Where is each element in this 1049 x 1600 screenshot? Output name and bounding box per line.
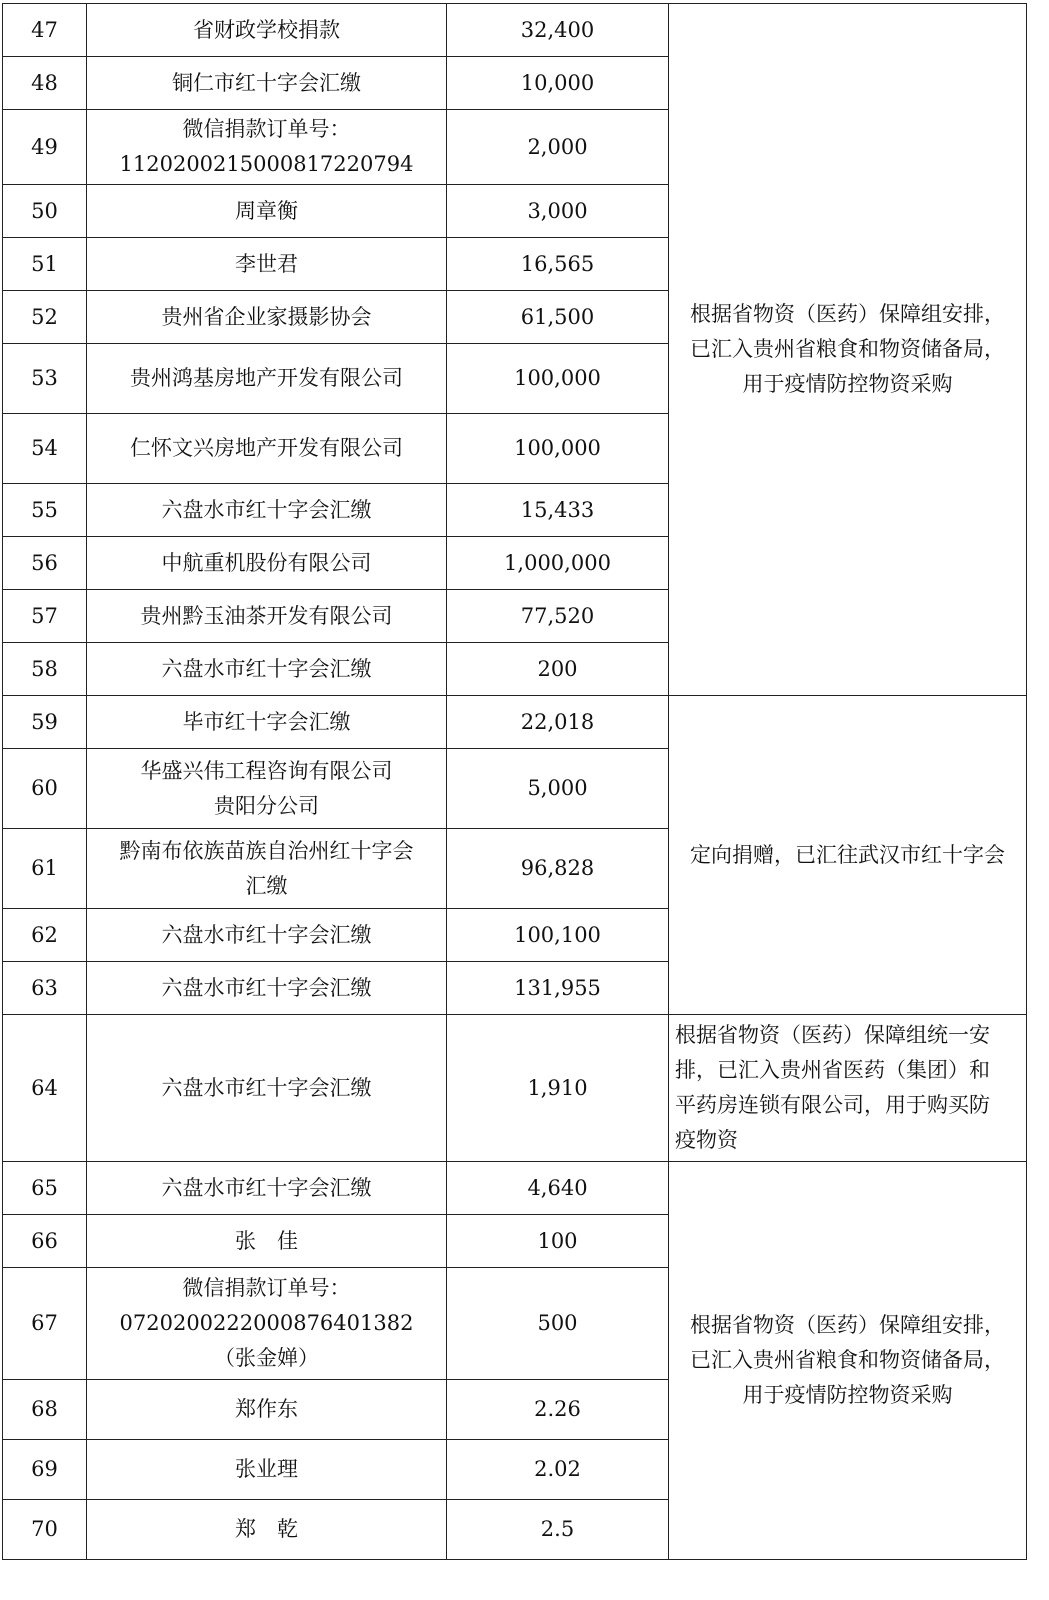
fund-usage-note-line: 根据省物资（医药）保障组安排， xyxy=(690,302,1005,326)
table-row xyxy=(3,4,1027,57)
donor-name xyxy=(87,829,447,909)
donor-name-line: 汇缴 xyxy=(245,873,288,898)
donor-name xyxy=(87,4,447,57)
donation-amount: 4,640 xyxy=(447,1162,669,1215)
donation-amount: 3,000 xyxy=(447,185,669,238)
donor-name-line: 贵州鸿基房地产开发有限公司 xyxy=(130,366,403,390)
donor-name xyxy=(87,1380,447,1440)
donation-amount: 61,500 xyxy=(447,291,669,344)
row-number: 58 xyxy=(3,643,87,696)
row-number: 51 xyxy=(3,238,87,291)
donor-name xyxy=(87,909,447,962)
donor-name-line: 微信捐款订单号： xyxy=(182,1276,351,1300)
donor-name-line: 省财政学校捐款 xyxy=(193,17,340,42)
row-number: 60 xyxy=(3,749,87,829)
donation-amount: 100,000 xyxy=(447,344,669,414)
donor-name-line: 贵阳分公司 xyxy=(214,793,319,818)
donor-name xyxy=(87,962,447,1015)
donation-amount: 2.02 xyxy=(447,1440,669,1500)
row-number: 49 xyxy=(3,110,87,185)
row-number: 68 xyxy=(3,1380,87,1440)
donor-name-line: 六盘水市红十字会汇缴 xyxy=(161,656,372,681)
donation-amount: 22,018 xyxy=(447,696,669,749)
donor-name xyxy=(87,185,447,238)
row-number: 48 xyxy=(3,57,87,110)
table-row xyxy=(3,696,1027,749)
donation-amount: 10,000 xyxy=(447,57,669,110)
fund-usage-note xyxy=(669,1162,1027,1560)
donor-name-line: 六盘水市红十字会汇缴 xyxy=(161,922,372,947)
donor-name xyxy=(87,590,447,643)
donor-name xyxy=(87,749,447,829)
donor-name-line: （张金婵） xyxy=(214,1346,319,1370)
fund-usage-note-line: 已汇入贵州省粮食和物资储备局， xyxy=(690,1348,1005,1372)
donor-name xyxy=(87,484,447,537)
donor-name-line: 郑 乾 xyxy=(235,1517,298,1541)
donor-name-line: 112020021500081722079​4 xyxy=(119,152,414,176)
donor-name-line: 仁怀文兴房地产开发有限公司 xyxy=(130,436,403,460)
fund-usage-note xyxy=(669,1015,1027,1162)
donation-table-body xyxy=(3,4,1027,1560)
donor-name xyxy=(87,1215,447,1268)
row-number: 59 xyxy=(3,696,87,749)
donor-name-line: 六盘水市红十字会汇缴 xyxy=(161,1175,372,1200)
donation-amount: 32,400 xyxy=(447,4,669,57)
donation-amount: 500 xyxy=(447,1268,669,1380)
donor-name-line: 张 佳 xyxy=(235,1228,298,1253)
row-number: 55 xyxy=(3,484,87,537)
table-row xyxy=(3,1015,1027,1162)
donor-name xyxy=(87,696,447,749)
donor-name-line: 六盘水市红十字会汇缴 xyxy=(161,975,372,1000)
donor-name-line: 周章衡 xyxy=(235,198,298,223)
donor-name xyxy=(87,1268,447,1380)
row-number: 52 xyxy=(3,291,87,344)
fund-usage-note-line: 根据省物资（医药）保障组统一安 xyxy=(675,1023,990,1047)
row-number: 62 xyxy=(3,909,87,962)
donor-name xyxy=(87,291,447,344)
donation-amount: 100,000 xyxy=(447,414,669,484)
donor-name-line: 郑作东 xyxy=(235,1397,298,1421)
table-row xyxy=(3,1162,1027,1215)
donor-name-line: 华盛兴伟工程咨询有限公司 xyxy=(140,758,393,783)
row-number: 67 xyxy=(3,1268,87,1380)
fund-usage-note-line: 用于疫情防控物资采购 xyxy=(742,372,953,396)
donor-name-line: 李世君 xyxy=(235,251,298,276)
donor-name-line: 六盘水市红十字会汇缴 xyxy=(161,1075,372,1100)
row-number: 54 xyxy=(3,414,87,484)
donor-name xyxy=(87,1162,447,1215)
donation-amount: 200 xyxy=(447,643,669,696)
donor-name xyxy=(87,414,447,484)
row-number: 47 xyxy=(3,4,87,57)
fund-usage-note-line: 疫物资 xyxy=(675,1128,738,1152)
donor-name-line: 微信捐款订单号： xyxy=(182,117,351,141)
fund-usage-note-line: 定向捐赠，已汇往武汉市红十字会 xyxy=(690,842,1005,867)
donation-amount: 1,910 xyxy=(447,1015,669,1162)
row-number: 61 xyxy=(3,829,87,909)
fund-usage-note-line: 用于疫情防控物资采购 xyxy=(742,1383,953,1407)
row-number: 63 xyxy=(3,962,87,1015)
donation-amount: 77,520 xyxy=(447,590,669,643)
fund-usage-note-line: 根据省物资（医药）保障组安排， xyxy=(690,1313,1005,1337)
fund-usage-note-line: 已汇入贵州省粮食和物资储备局， xyxy=(690,337,1005,361)
donor-name-line: 黔南布依族苗族自治州红十字会 xyxy=(119,838,414,863)
donor-name xyxy=(87,643,447,696)
donation-amount: 100 xyxy=(447,1215,669,1268)
row-number: 53 xyxy=(3,344,87,414)
fund-usage-note xyxy=(669,4,1027,696)
donor-name-line: 07202002220008764013​82 xyxy=(119,1311,414,1335)
donor-name xyxy=(87,537,447,590)
donation-amount: 96,828 xyxy=(447,829,669,909)
row-number: 57 xyxy=(3,590,87,643)
donor-name xyxy=(87,238,447,291)
row-number: 65 xyxy=(3,1162,87,1215)
donation-table xyxy=(2,3,1027,1560)
donor-name-line: 贵州省企业家摄影协会 xyxy=(161,304,372,329)
donor-name-line: 毕市红十字会汇缴 xyxy=(182,709,351,734)
donor-name-line: 张业理 xyxy=(235,1457,298,1481)
donor-name xyxy=(87,344,447,414)
donation-amount: 15,433 xyxy=(447,484,669,537)
fund-usage-note xyxy=(669,696,1027,1015)
row-number: 70 xyxy=(3,1500,87,1560)
donor-name-line: 铜仁市红十字会汇缴 xyxy=(172,70,361,95)
donation-amount: 131,955 xyxy=(447,962,669,1015)
row-number: 64 xyxy=(3,1015,87,1162)
donor-name-line: 贵州黔玉油茶开发有限公司 xyxy=(140,603,393,628)
fund-usage-note-line: 平药房连锁有限公司，用于购买防 xyxy=(675,1093,990,1117)
donor-name xyxy=(87,1440,447,1500)
row-number: 50 xyxy=(3,185,87,238)
donation-amount: 5,000 xyxy=(447,749,669,829)
donor-name xyxy=(87,1500,447,1560)
donor-name xyxy=(87,1015,447,1162)
donor-name-line: 中航重机股份有限公司 xyxy=(161,550,372,575)
donor-name-line: 六盘水市红十字会汇缴 xyxy=(161,497,372,522)
donor-name xyxy=(87,110,447,185)
donation-amount: 2.26 xyxy=(447,1380,669,1440)
row-number: 66 xyxy=(3,1215,87,1268)
donation-amount: 1,000,000 xyxy=(447,537,669,590)
donor-name xyxy=(87,57,447,110)
row-number: 56 xyxy=(3,537,87,590)
fund-usage-note-line: 排，已汇入贵州省医药（集团）和 xyxy=(675,1058,990,1082)
donation-amount: 2,000 xyxy=(447,110,669,185)
donation-amount: 100,100 xyxy=(447,909,669,962)
row-number: 69 xyxy=(3,1440,87,1500)
donation-amount: 16,565 xyxy=(447,238,669,291)
donation-amount: 2.5 xyxy=(447,1500,669,1560)
